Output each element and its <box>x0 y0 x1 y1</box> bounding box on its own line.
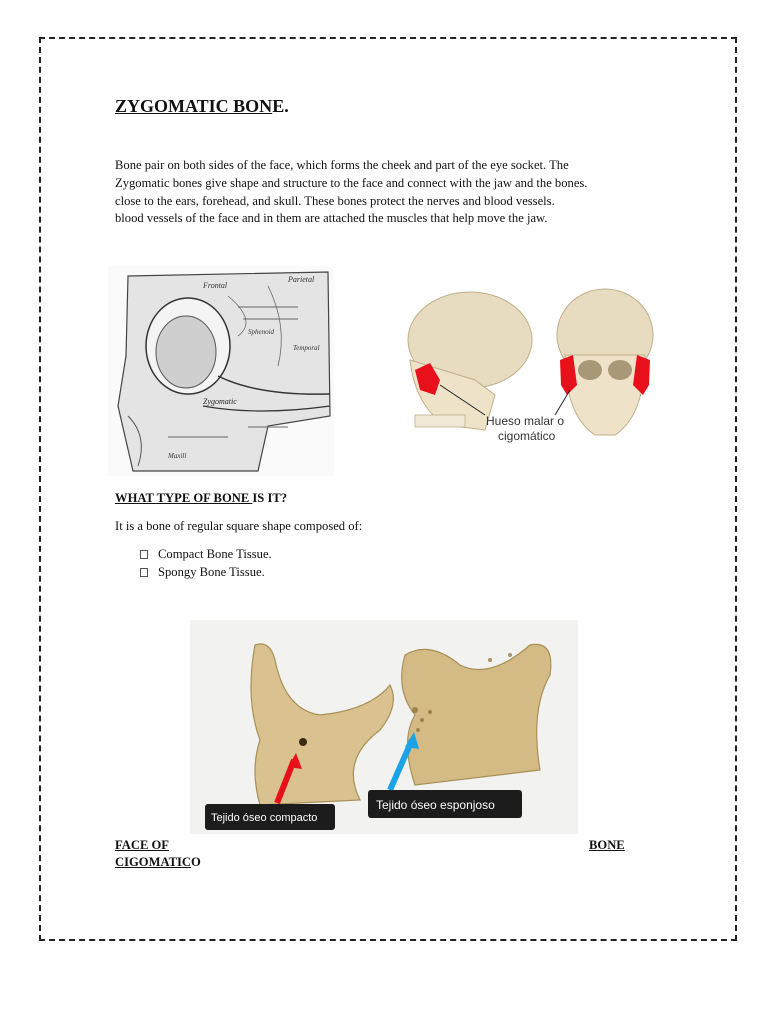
label-cigomatico: cigomático <box>498 429 556 443</box>
title-underlined: ZYGOMATIC BON <box>115 96 273 116</box>
title-rest: E. <box>272 96 289 116</box>
skull-render-figure <box>395 285 665 450</box>
description-paragraph <box>115 157 655 228</box>
section-heading-underlined: WHAT TYPE OF BONE <box>115 491 253 505</box>
label-zygomatic: Zygomatic <box>203 397 237 406</box>
label-parietal: Parietal <box>288 275 315 284</box>
skull-drawing-figure <box>108 266 334 476</box>
paragraph-line: Bone pair on both sides of the face, which forms the cheek and part of the eye socket. The <box>115 158 569 172</box>
label-spongy: Tejido óseo esponjoso <box>376 798 495 812</box>
caption-cigomatico-rest: O <box>191 855 201 869</box>
paragraph-line: close to the ears, forehead, and skull. These bones protect the nerves and blood vessels. <box>115 193 555 208</box>
list-item <box>140 545 272 563</box>
caption-bone: BONE <box>589 838 625 852</box>
bone-tissue-figure <box>190 620 578 834</box>
label-compact: Tejido óseo compacto <box>211 812 318 824</box>
section-heading <box>115 491 287 506</box>
page-title <box>115 96 289 117</box>
caption-cigomatico <box>115 855 201 870</box>
paragraph-line: blood vessels of the face and in them are attached the muscles that help move the jaw. <box>115 211 548 226</box>
checkbox-bullet-icon <box>140 550 148 559</box>
paragraph-line: Zygomatic bones give shape and structure to the face and connect with the jaw and the bones. <box>115 175 588 190</box>
label-frontal: Frontal <box>203 281 228 290</box>
list-item-label: Compact Bone Tissue. <box>158 546 272 561</box>
checkbox-bullet-icon <box>140 568 148 577</box>
caption-face-of: FACE OF <box>115 838 169 852</box>
label-sphenoid: Sphenoid <box>248 328 275 336</box>
label-hueso-malar: Hueso malar o <box>486 414 565 428</box>
caption-cigomatico-underlined: CIGOMATIC <box>115 855 192 869</box>
section-heading-rest: IS IT? <box>252 491 288 505</box>
list-item <box>140 563 272 581</box>
label-maxilla: Maxill <box>168 452 187 460</box>
list-item-label: Spongy Bone Tissue. <box>158 564 265 579</box>
label-temporal: Temporal <box>293 344 320 352</box>
intro-text: It is a bone of regular square shape composed of: <box>115 519 363 533</box>
tissue-list <box>140 545 272 581</box>
